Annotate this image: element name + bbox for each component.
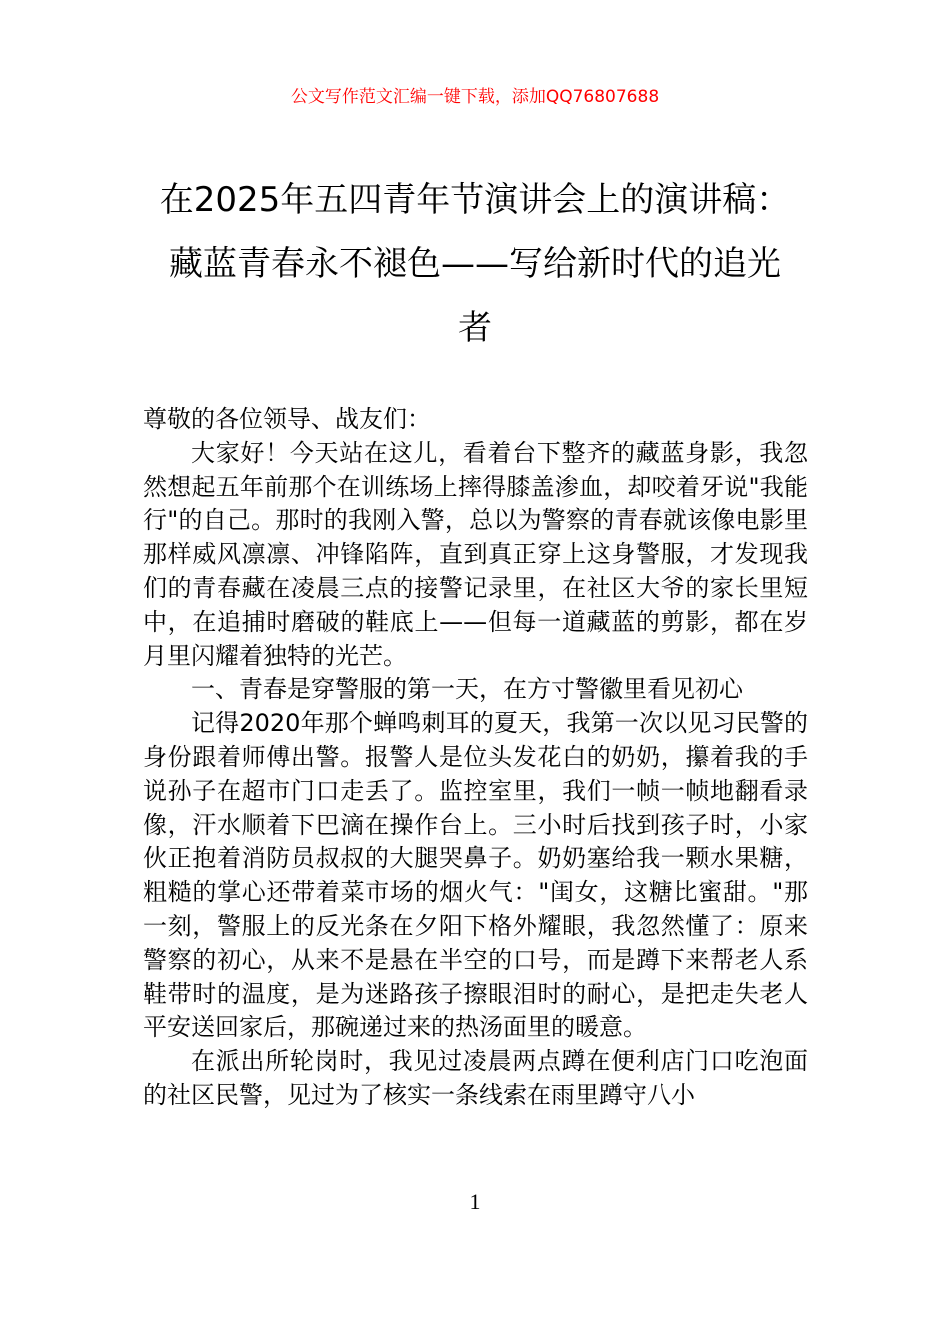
- paragraph-story: 记得2020年那个蝉鸣刺耳的夏天，我第一次以见习民警的身份跟着师傅出警。报警人是位头发花白的奶奶，攥着我的手说孙子在超市门口走丢了。监控室里，我们一帧一帧地翻看录像，汗水顺着下巴滴在操作台上。三小时后找到孩子时，小家伙正抱着消防员叔叔的大腿哭鼻子。奶奶塞给我一颗水果糖，粗糙的掌心还带着菜市场的烟火气："闺女，这糖比蜜甜。"那一刻，警服上的反光条在夕阳下格外耀眼，我忽然懂了：原来警察的初心，从来不是悬在半空的口号，而是蹲下来帮老人系鞋带时的温度，是为迷路孩子擦眼泪时的耐心，是把走失老人平安送回家后，那碗递过来的热汤面里的暖意。: [143, 709, 808, 1042]
- title-line-1: 在2025年五四青年节演讲会上的演讲稿：: [159, 180, 791, 220]
- download-notice: 公文写作范文汇编一键下载，添加QQ76807688: [290, 87, 660, 107]
- section-heading-1: 一、青春是穿警服的第一天，在方寸警徽里看见初心: [191, 675, 743, 704]
- paragraph-opening: 大家好！今天站在这儿，看着台下整齐的藏蓝身影，我忽然想起五年前那个在训练场上摔得膝盖渗血，却咬着牙说"我能行"的自己。那时的我刚入警，总以为警察的青春就该像电影里那样威风凛凛、冲锋陷阵，直到真正穿上这身警服，才发现我们的青春藏在凌晨三点的接警记录里，在社区大爷的家长里短中，在追捕时磨破的鞋底上——但每一道藏蓝的剪影，都在岁月里闪耀着独特的光芒。: [143, 438, 808, 670]
- page-number: 1: [469, 1189, 481, 1214]
- salutation: 尊敬的各位领导、战友们：: [143, 405, 431, 433]
- page-title: [140, 168, 810, 360]
- title-line-2: 藏蓝青春永不褪色——写给新时代的追光: [169, 244, 781, 284]
- speech-body: [143, 403, 808, 1113]
- paragraph-rotation: 在派出所轮岗时，我见过凌晨两点蹲在便利店门口吃泡面的社区民警，见过为了核实一条线索在雨里蹲守八小: [143, 1047, 808, 1109]
- title-line-3: 者: [458, 308, 492, 348]
